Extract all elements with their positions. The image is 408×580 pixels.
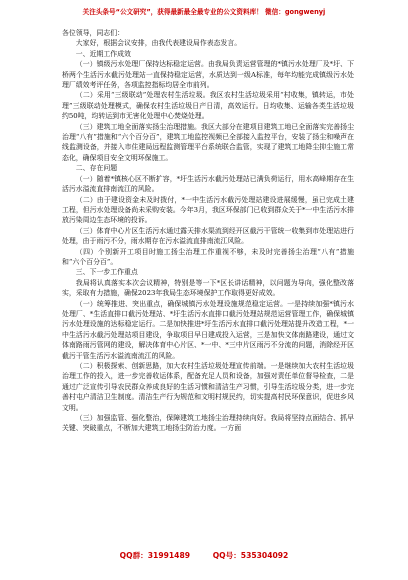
contact-footer [0,549,408,563]
qq-number: QQ号：535304092 [212,551,289,560]
paragraph: （三）体育中心片区生活污水通过露天排水渠流到经开区截污干管统一收集到市处理站进行处理，由于雨污不分，雨水期存在污水溢流直排南流江风险。 [62,226,354,246]
promo-banner: 关注头条号“公文研究”，获得最新最全最专业的公文资料库！ 微信：gongwenyj [82,8,326,16]
document-body [62,28,354,434]
paragraph: 各位领导，同志们： [62,29,125,37]
paragraph: （四）个别新开工项目时施工扬尘治理工作重视不够，未及时完善扬尘治理“八有”措施和“六个百分百”。 [62,247,354,266]
qq-group: QQ群：31991489 [119,551,191,560]
section-heading: 二、存在问题 [75,164,118,173]
paragraph: （三）加强监管、强化整治，保障建筑工地扬尘治理持续向好。我局将坚持点面结合、抓早关键、突破重点，不断加大建筑工地扬尘防治力度。一方面 [62,414,354,433]
paragraph: （一）随着*镇核心区不断扩容，*圩生活污水截污处理站已满负荷运行，用水高峰期存在生活污水溢流直排南流江的风险。 [62,174,354,194]
paragraph: （一）统筹推进、突出重点，确保城镇污水处理设施规范稳定运营。一是持续加强*镇污水处理厂、*生活直排口截污处理站、*圩生活污水直排口截污处理站规范运营管理工作，确保城镇污水处理设施的达标稳定运行。二是加快推进*圩生活污水直排口截污处理站提升改造工程，*一中生活污水截污处理站项目建设，争取项目早日建成投入运营，三是加快文体南路建设，通过文体南路雨污管网的建设，解决体育中心片区、*一中、*三中片区雨污不分流的问题，消除经开区截污干管生活污水溢流南流江的风险。 [62,299,354,360]
section-heading: 一、近期工作成效 [75,49,131,58]
paragraph: （一）镇级污水处理厂保持达标稳定运营。由我局负责运营管理的*镇污水处理厂及*圩、下桥两个生活污水截污处理站一直保持稳定运营，水质达到一级A标准，每年均能完成镇级污水处理厂绩效考评任务，各项监控指标均居全市前列。 [62,60,354,90]
paragraph: （二）由于建设资金未及时拨付，*一中生活污水截污处理站建设进展缓慢，虽已完成土建工程，但污水处理设备尚未采购安装。今年3月，我区环保部门已收到群众关于*一中生活污水排放污染周边生态环境的投诉。 [62,195,354,225]
paragraph: 我局将认真落实本次会议精神，特别是等一下*区长讲话精神，以问题为导向，强化整改落实，采取有力措施，确保2023年我局生态环境保护工作取得更好成效。 [62,278,354,298]
paragraph: （二）积极探索、创新思路，加大农村生活垃圾处理宣传前端。一是继续加大农村生活垃圾治理工作的投入，进一步完善收运体系，配备充足人员和设备，加强对责任单位督导检查，二是通过广泛宣传引导农民群众养成良好的生活习惯和清洁生产习惯，引导生活垃圾分类，进一步完善村屯户清洁卫生制度。清洁生产行为规范和文明村规民约，切实提高村民环保意识，促进乡风文明。 [62,362,354,412]
paragraph: （二）采用“三级联动”处理农村生活垃圾。我区农村生活垃圾采用“村收集，镇转运，市处理”三级联动处理模式，确保农村生活垃圾日产日清，高效运行。日均收集、运输各类生活垃圾约50吨，均转运到市无害化处理中心焚烧处理。 [62,91,354,121]
paragraph: 大家好，根据会议安排，由我代表建设局作表态发言。 [75,39,242,48]
paragraph: （三）建筑工地全面落实扬尘治理措施。我区大部分在建项目建筑工地已全面落实完善扬尘治理“八有”措施和“六个百分百”，建筑工地监控视频已全部接入监控平台，安装了扬尘和噪声在线监测设备，并接入市住建局远程监测管理平台系统联合监管，实现了建筑工地降尘抑尘施工常态化，确保项目安全文明环保施工。 [62,122,354,162]
section-heading: 三、下一步工作重点 [75,268,138,277]
